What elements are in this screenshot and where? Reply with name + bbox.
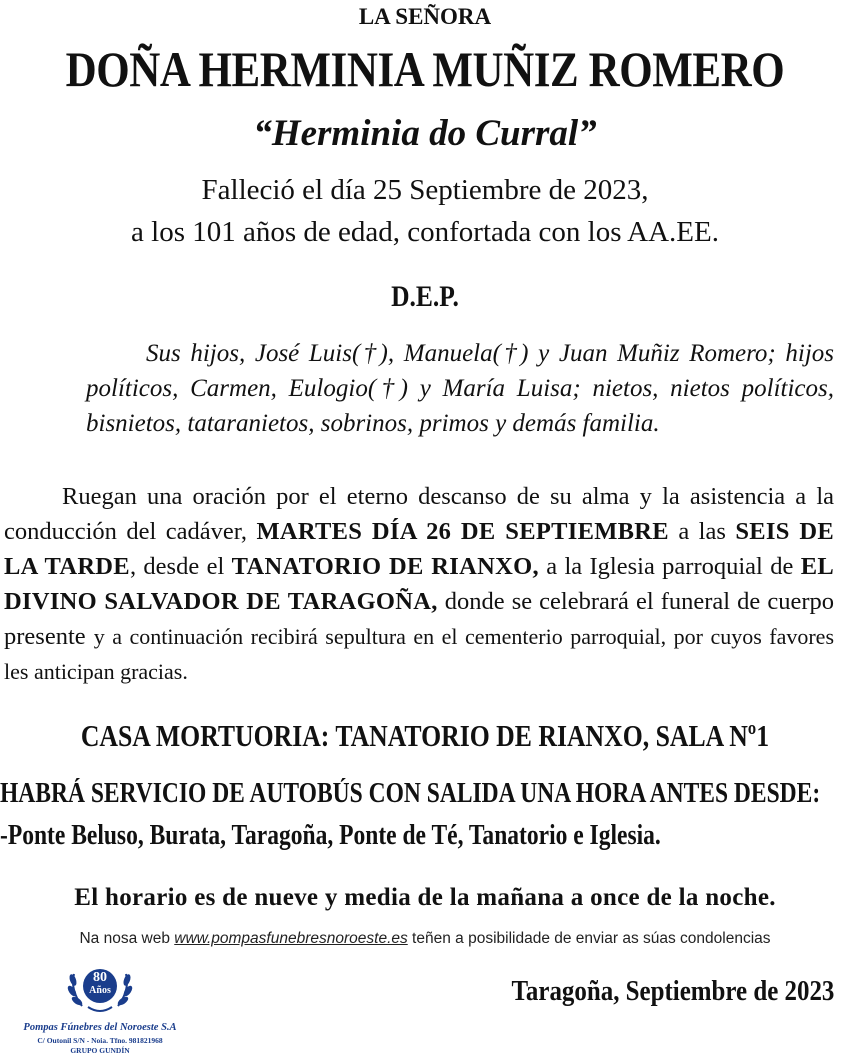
company-group: GRUPO GUNDÍN <box>70 1046 130 1055</box>
ceremony-church: EL DIVINO SALVADOR DE TARAGOÑA, <box>4 553 835 615</box>
age-line: a los 101 años de edad, confortada con los AA.EE. <box>131 216 719 248</box>
ceremony-paragraph <box>4 479 834 689</box>
title-line: LA SEÑORA <box>358 4 492 29</box>
ceremony-date: MARTES DÍA 26 DE SEPTIEMBRE <box>256 518 669 545</box>
badge-number: 80 <box>93 970 107 985</box>
badge-word: Años <box>89 985 111 996</box>
death-date-line: Falleció el día 25 Septiembre de 2023, <box>201 174 649 206</box>
website-link[interactable]: www.pompasfunebresnoroeste.es <box>174 930 408 947</box>
web-text-before: Na nosa web <box>79 930 175 947</box>
company-address: C/ Outonil S/N - Noia. Tfno. 981821968 <box>37 1036 163 1045</box>
bus-stops: -Ponte Beluso, Burata, Taragoña, Ponte de Té, Tanatorio e Iglesia. <box>0 820 661 851</box>
web-notice <box>0 930 850 948</box>
nickname: “Herminia do Curral” <box>253 113 597 154</box>
funeral-home: CASA MORTUORIA: TANATORIO DE RIANXO, SALA Nº1 <box>80 718 770 753</box>
ceremony-text-tail: y a continuación recibirá sepultura en el cementerio parroquial, por cuyos favores les anticipan gracias. <box>4 624 835 684</box>
company-name: Pompas Fúnebres del Noroeste S.A <box>23 1022 177 1033</box>
ceremony-text-1: Ruegan una oración por el eterno descanso de su alma y la asistencia a la conducción del cadáver, <box>4 483 834 545</box>
bus-service-title: HABRÁ SERVICIO DE AUTOBÚS CON SALIDA UNA HORA ANTES DESDE: <box>0 778 821 809</box>
ceremony-text-5: donde se celebrará el funeral de cuerpo presente <box>4 588 834 650</box>
schedule: El horario es de nueve y media de la mañana a once de la noche. <box>74 884 776 911</box>
dep-text: D.E.P. <box>391 280 459 313</box>
ceremony-text-4: a la Iglesia parroquial de <box>538 553 801 580</box>
company-logo <box>10 958 190 1058</box>
ceremony-text-3: , desde el <box>129 553 232 580</box>
ceremony-text-2: a las <box>668 518 736 545</box>
family-paragraph: Sus hijos, José Luis(†), Manuela(†) y Juan Muñiz Romero; hijos políticos, Carmen, Eulogio(†) y María Luisa; nietos, nietos políticos, bisnietos, tataranietos, sobrinos, primos y demás familia. <box>86 340 834 437</box>
ceremony-time: SEIS DE LA TARDE <box>4 518 835 580</box>
place-date: Taragoña, Septiembre de 2023 <box>511 975 834 1007</box>
deceased-name: DOÑA HERMINIA MUÑIZ ROMERO <box>65 41 785 97</box>
ceremony-origin: TANATORIO DE RIANXO, <box>231 553 539 580</box>
web-text-after: teñen a posibilidade de enviar as súas condolencias <box>407 930 771 947</box>
